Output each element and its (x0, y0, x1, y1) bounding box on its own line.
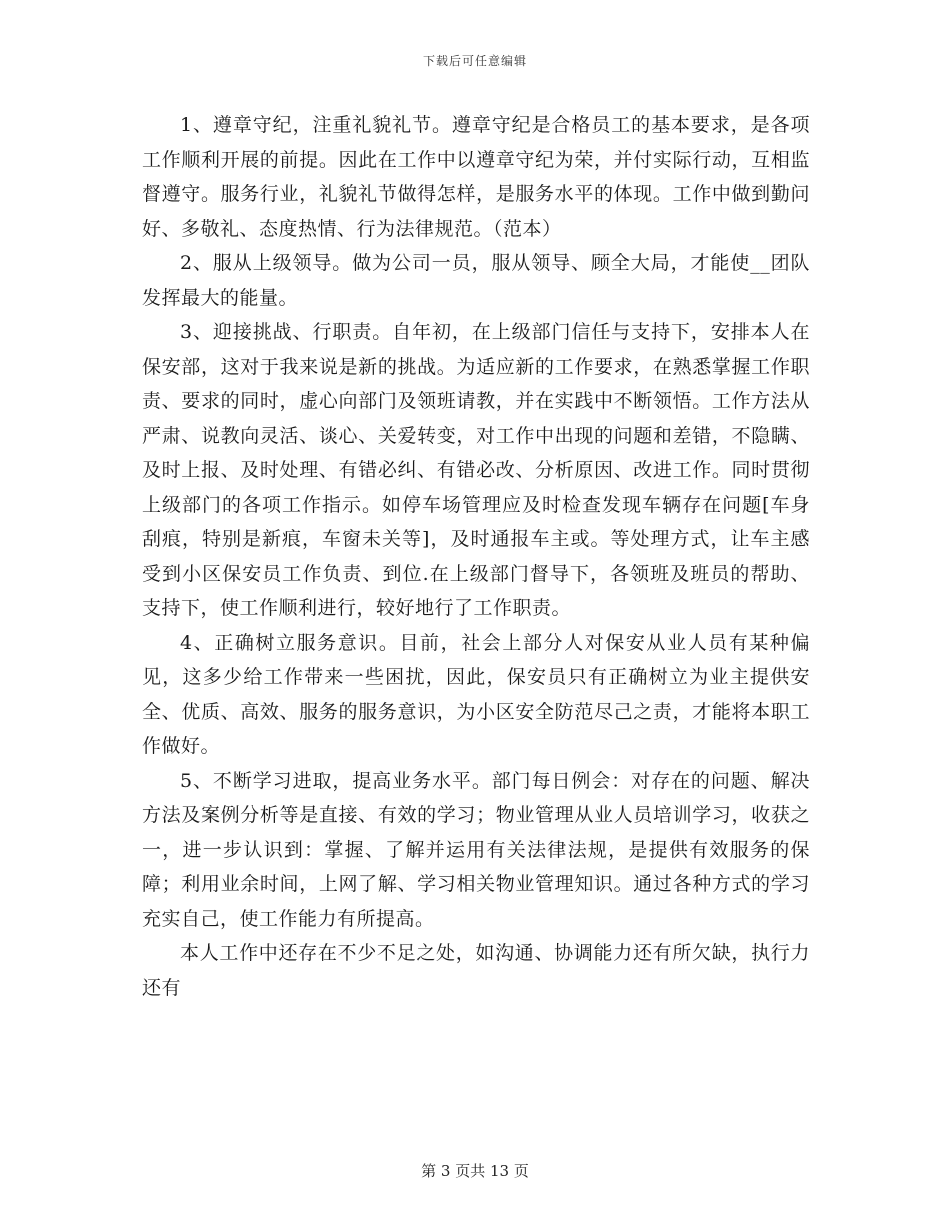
paragraph-5: 5、不断学习进取，提高业务水平。部门每日例会：对存在的问题、解决方法及案例分析等是直接、有效的学习；物业管理从业人员培训学习，收获之一，进一步认识到：掌握、了解并运用有关法律法规，是提供有效服务的保障；利用业余时间，上网了解、学习相关物业管理知识。通过各种方式的学习充实自己，使工作能力有所提高。 (142, 769, 810, 930)
paragraph-4: 4、正确树立服务意识。目前，社会上部分人对保安从业人员有某种偏见，这多少给工作带来一些困扰，因此，保安员只有正确树立为业主提供安全、优质、高效、服务的服务意识，为小区安全防范尽己之责，才能将本职工作做好。 (142, 631, 810, 757)
paragraph-2: 2、服从上级领导。做为公司一员，服从领导、顾全大局，才能使__团队发挥最大的能量。 (142, 252, 810, 309)
paragraph-3: 3、迎接挑战、行职责。自年初，在上级部门信任与支持下，安排本人在保安部，这对于我来说是新的挑战。为适应新的工作要求，在熟悉掌握工作职责、要求的同时，虚心向部门及领班请教，并在实践中不断领悟。工作方法从严肃、说教向灵活、谈心、关爱转变，对工作中出现的问题和差错，不隐瞒、及时上报、及时处理、有错必纠、有错必改、分析原因、改进工作。同时贯彻上级部门的各项工作指示。如停车场管理应及时检查发现车辆存在问题[车身刮痕，特别是新痕，车窗未关等]，及时通报车主或。等处理方式，让车主感受到小区保安员工作负责、到位.在上级部门督导下，各领班及班员的帮助、支持下，使工作顺利进行，较好地行了工作职责。 (142, 321, 810, 619)
page-number: 第 3 页共 13 页 (421, 1162, 529, 1180)
paragraph-1: 1、遵章守纪，注重礼貌礼节。遵章守纪是合格员工的基本要求，是各项工作顺利开展的前提。因此在工作中以遵章守纪为荣，并付实际行动，互相监督遵守。服务行业，礼貌礼节做得怎样，是服务水平的体现。工作中做到勤问好、多敬礼、态度热情、行为法律规范。（范本） (142, 114, 810, 240)
page-header-note: 下载后可任意编辑 (422, 54, 527, 68)
paragraph-6: 本人工作中还存在不少不足之处，如沟通、协调能力还有所欠缺，执行力还有 (142, 942, 810, 999)
document-body (142, 108, 810, 1005)
